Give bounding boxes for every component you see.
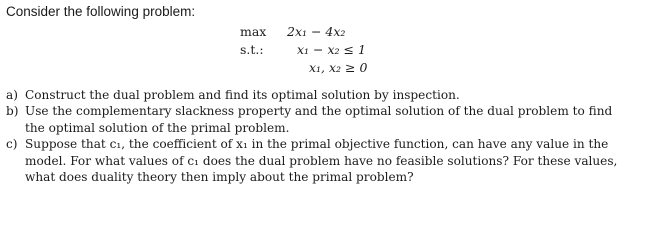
item-marker: b) [6, 104, 19, 119]
item-text-line: Use the complementary slackness property and the optimal solution of the dual problem to find [25, 104, 613, 119]
nonnegativity-expression: x₁, x₂ ≥ 0 [309, 60, 368, 75]
question-item-b [6, 103, 646, 136]
constraint-expression: x₁ − x₂ ≤ 1 [297, 42, 366, 57]
objective-keyword: max [240, 24, 267, 39]
item-text [25, 136, 646, 185]
question-item-c [6, 136, 646, 185]
item-marker: a) [6, 88, 18, 102]
item-marker: c) [6, 137, 18, 152]
item-text-line: model. For what values of c₁ does the dual problem have no feasible solutions? For these values, [25, 153, 618, 168]
item-text [25, 87, 646, 103]
question-item-a [6, 87, 646, 103]
question-list [6, 87, 646, 185]
problem-intro: Consider the following problem: [6, 4, 196, 19]
objective-expression: 2x₁ − 4x₂ [287, 24, 346, 39]
item-text-line: what does duality theory then imply about the primal problem? [25, 170, 414, 185]
item-text-line: Suppose that c₁, the coefficient of x₁ in the primal objective function, can have any value in the [25, 137, 609, 152]
item-text [25, 103, 646, 136]
subject-to-keyword: s.t.: [240, 42, 264, 57]
item-text-line: Construct the dual problem and find its optimal solution by inspection. [25, 88, 460, 102]
item-text-line: the optimal solution of the primal problem. [25, 120, 290, 135]
